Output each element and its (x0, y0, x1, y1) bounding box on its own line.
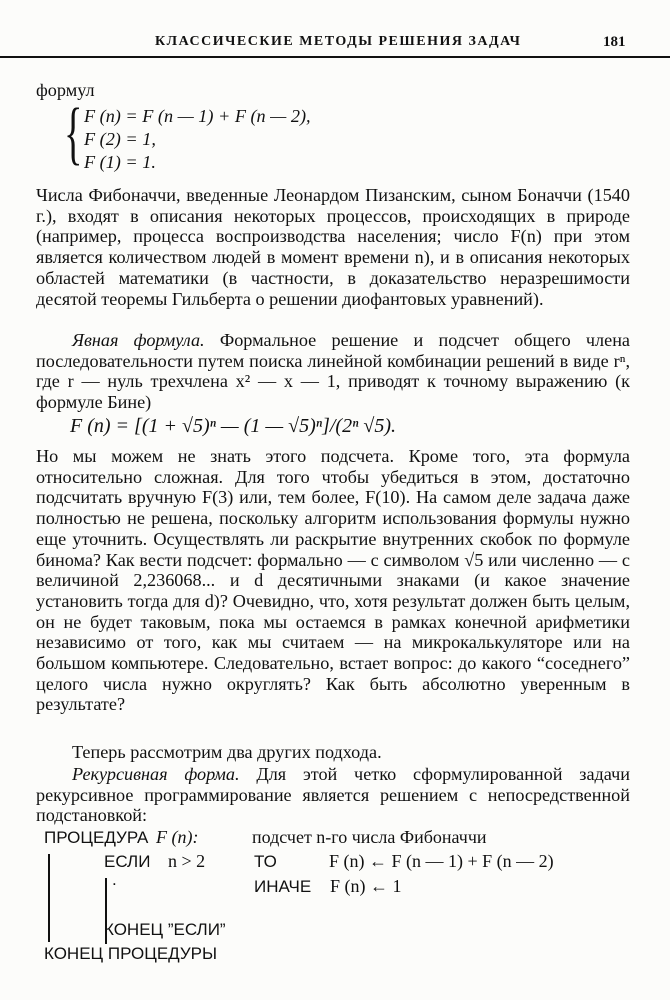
section-title-recursive: Рекурсивная форма. (72, 764, 240, 784)
page-number: 181 (603, 34, 626, 50)
equation-3: F (1) = 1. (84, 152, 156, 172)
placeholder-dot: . (112, 870, 117, 889)
paragraph-recursive-body: Для этой четко сформулированной задачи рекурсивное программирование является решением с непосредственной подстановкой: (36, 764, 630, 826)
section-title-explicit: Явная формула. (72, 330, 205, 350)
header-rule (0, 56, 670, 58)
end-procedure: КОНЕЦ ПРОЦЕДУРЫ (44, 944, 218, 963)
paragraph-explicit-formula (36, 330, 630, 413)
paragraph-two-approaches: Теперь рассмотрим два других подхода. (72, 742, 382, 762)
paragraph-discussion: Но мы можем не знать этого подсчета. Кроме того, эта формула относительно сложная. Для того чтобы убедиться в этом, достаточно подсчитать вручную F(3) или, тем более, F(10). На самом деле задача даже полностью не решена, поскольку алгоритм использования формулы нужно еще уточнить. Осуществлять ли раскрытие внутренних скобок по формуле бинома? Как вести подсчет: формально — с символом √5 или численно — с величиной 2,236068... и d десятичными знаками (и какое значение установить тогда для d)? Очевидно, что, хотя результат должен быть целым, он не будет таковым, пока мы остаемся в рамках конечной арифметики независимо от того, как мы считаем — на микрокалькуляторе или на большом компьютере. Следовательно, встает вопрос: до какого “соседнего” целого числа нужно округлять? Как быть абсолютно уверенным в результате? (36, 446, 630, 715)
else-expression: F (n) ← 1 (330, 876, 402, 896)
then-keyword: ТО (254, 852, 277, 871)
then-expression: F (n) ← F (n — 1) + F (n — 2) (329, 851, 554, 871)
proc-keyword: ПРОЦЕДУРА (44, 828, 149, 847)
equation-1: F (n) = F (n — 1) + F (n — 2), (84, 106, 311, 126)
paragraph-fibonacci-intro: Числа Фибоначчи, введенные Леонардом Пизанским, сыном Боначчи (1540 г.), входят в описания некоторых процессов, происходящих в природе (например, процесса воспроизводства населения; число F(n) при этом является количеством людей в момент времени n), и в описания некоторых областей математики (в частности, в доказательство неразрешимости десятой теоремы Гильберта о решении диофантовых уравнений). (36, 185, 630, 309)
equation-2: F (2) = 1, (84, 129, 156, 149)
binet-formula: F (n) = [(1 + √5)ⁿ — (1 — √5)ⁿ]/(2ⁿ √5). (70, 415, 397, 437)
procedure-listing (44, 828, 644, 978)
paragraph-recursive-form (36, 764, 630, 826)
if-condition: n > 2 (168, 851, 206, 871)
proc-function: F (n): (156, 827, 199, 847)
curly-brace: { (64, 95, 83, 172)
end-if: КОНЕЦ ”ЕСЛИ” (104, 920, 226, 939)
else-keyword: ИНАЧЕ (254, 877, 312, 896)
if-keyword: ЕСЛИ (104, 852, 151, 871)
page-header (0, 34, 670, 54)
proc-comment: подсчет n-го числа Фибоначчи (252, 827, 487, 847)
paragraph-explicit-body: Формальное решение и подсчет общего члена последовательности путем поиска линейной комбинации решений в виде rⁿ, где r — нуль трехчлена x² — x — 1, приводят к точному выражению (к формуле Бине) (36, 330, 631, 413)
running-title: КЛАССИЧЕСКИЕ МЕТОДЫ РЕШЕНИЯ ЗАДАЧ (155, 34, 522, 49)
proc-block-bar (48, 854, 50, 942)
lead-word: формул (36, 80, 95, 100)
